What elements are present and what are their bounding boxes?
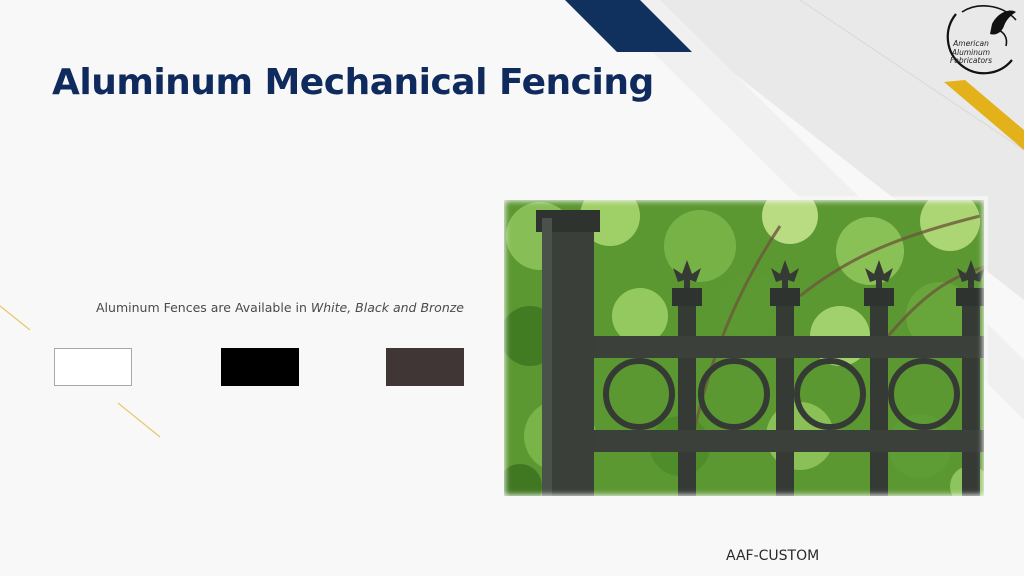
caption-colors: White, Black and Bronze: [310, 300, 464, 315]
logo-line-3: Fabricators: [949, 56, 993, 65]
bronze-color-swatch: [386, 348, 464, 386]
logo-line-1: American: [953, 39, 989, 48]
gold-line-bottom: [118, 403, 160, 437]
white-color-swatch: [54, 348, 132, 386]
black-color-swatch: [221, 348, 299, 386]
logo-line-2: Aluminum: [951, 47, 991, 57]
caption-prefix: Aluminum Fences are Available in: [96, 300, 311, 315]
logo-text: [940, 40, 1002, 66]
company-logo: [932, 2, 1020, 80]
photo-label: AAF-CUSTOM: [726, 548, 820, 564]
color-availability-caption: [96, 300, 464, 315]
fence-photo: [500, 196, 988, 500]
slide-title: Aluminum Mechanical Fencing: [52, 62, 654, 103]
gold-line-top: [0, 306, 30, 330]
